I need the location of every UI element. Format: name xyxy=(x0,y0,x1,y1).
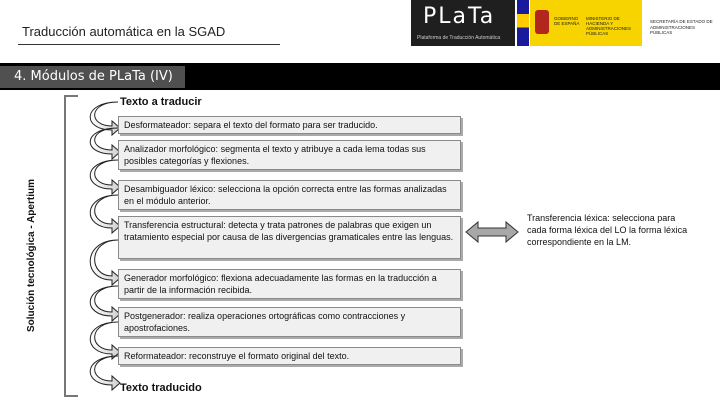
module-name: Transferencia estructural: xyxy=(124,220,226,230)
curved-arrow-icon xyxy=(90,160,120,194)
module-desc: reconstruye el formato original del texto. xyxy=(186,351,350,361)
curved-arrow-icon xyxy=(90,322,120,359)
curved-arrow-icon xyxy=(90,240,120,285)
side-label: Solución tecnológica - Apertium xyxy=(26,179,37,332)
lexical-transfer-name: Transferencia léxica: xyxy=(527,213,610,223)
secretary-name: SECRETARÍA DE ESTADO DE ADMINISTRACIONES PÚBLICAS xyxy=(650,19,713,35)
double-arrow-icon xyxy=(466,222,518,242)
module-box-morph-generator xyxy=(118,269,461,299)
curved-arrow-icon xyxy=(90,356,120,390)
header-title: Traducción automática en la SGAD xyxy=(22,24,226,39)
plata-logo-text: PLaTa xyxy=(423,4,496,29)
module-desc: segmenta el texto y atribuye a cada lema todas sus posibles categorías y flexiones. xyxy=(124,144,426,166)
input-label: Texto a traducir xyxy=(120,96,202,108)
module-box-deformatter xyxy=(118,116,461,134)
module-box-postgenerator xyxy=(118,307,461,337)
ministry-name: MINISTERIO DE HACIENDA Y ADMINISTRACIONES PÚBLICAS xyxy=(586,16,632,36)
curved-arrow-icon xyxy=(90,195,120,233)
output-label: Texto traducido xyxy=(120,382,202,394)
module-desc: separa el texto del formato para ser traducido. xyxy=(191,120,378,130)
lexical-transfer-desc: selecciona para cada forma léxica del LO la forma léxica correspondiente en la LM. xyxy=(527,213,688,247)
gov-name: GOBIERNO DE ESPAÑA xyxy=(554,16,580,26)
curved-arrow-icon xyxy=(90,286,120,321)
module-box-lexical-disambiguator xyxy=(118,180,461,210)
lexical-transfer-note xyxy=(527,212,697,248)
module-name: Generador morfológico: xyxy=(124,273,219,283)
module-name: Analizador morfológico: xyxy=(124,144,219,154)
module-box-structural-transfer xyxy=(118,216,461,259)
module-desc: selecciona la opción correcta entre las formas analizadas en el módulo anterior. xyxy=(124,184,447,206)
module-name: Desformateador: xyxy=(124,120,192,130)
module-box-morph-analyzer xyxy=(118,140,461,170)
module-desc: realiza operaciones ortográficas como contracciones y apostrofaciones. xyxy=(124,311,406,333)
curved-arrow-icon xyxy=(90,128,120,159)
module-box-reformatter xyxy=(118,347,461,365)
module-name: Postgenerador: xyxy=(124,311,186,321)
module-name: Reformateador: xyxy=(124,351,187,361)
module-name: Desambiguador léxico: xyxy=(124,184,216,194)
module-desc: flexiona adecuadamente las formas en la traducción a partir de la información recibida. xyxy=(124,273,437,295)
module-desc: detecta y trata patrones de palabras que exigen un tratamiento especial por causa de las divergencias gramaticales entre las lenguas. xyxy=(124,220,454,242)
plata-logo-subtitle: Plataforma de Traducción Automática xyxy=(417,35,501,41)
slide-title: 4. Módulos de PLaTa (IV) xyxy=(0,66,185,88)
